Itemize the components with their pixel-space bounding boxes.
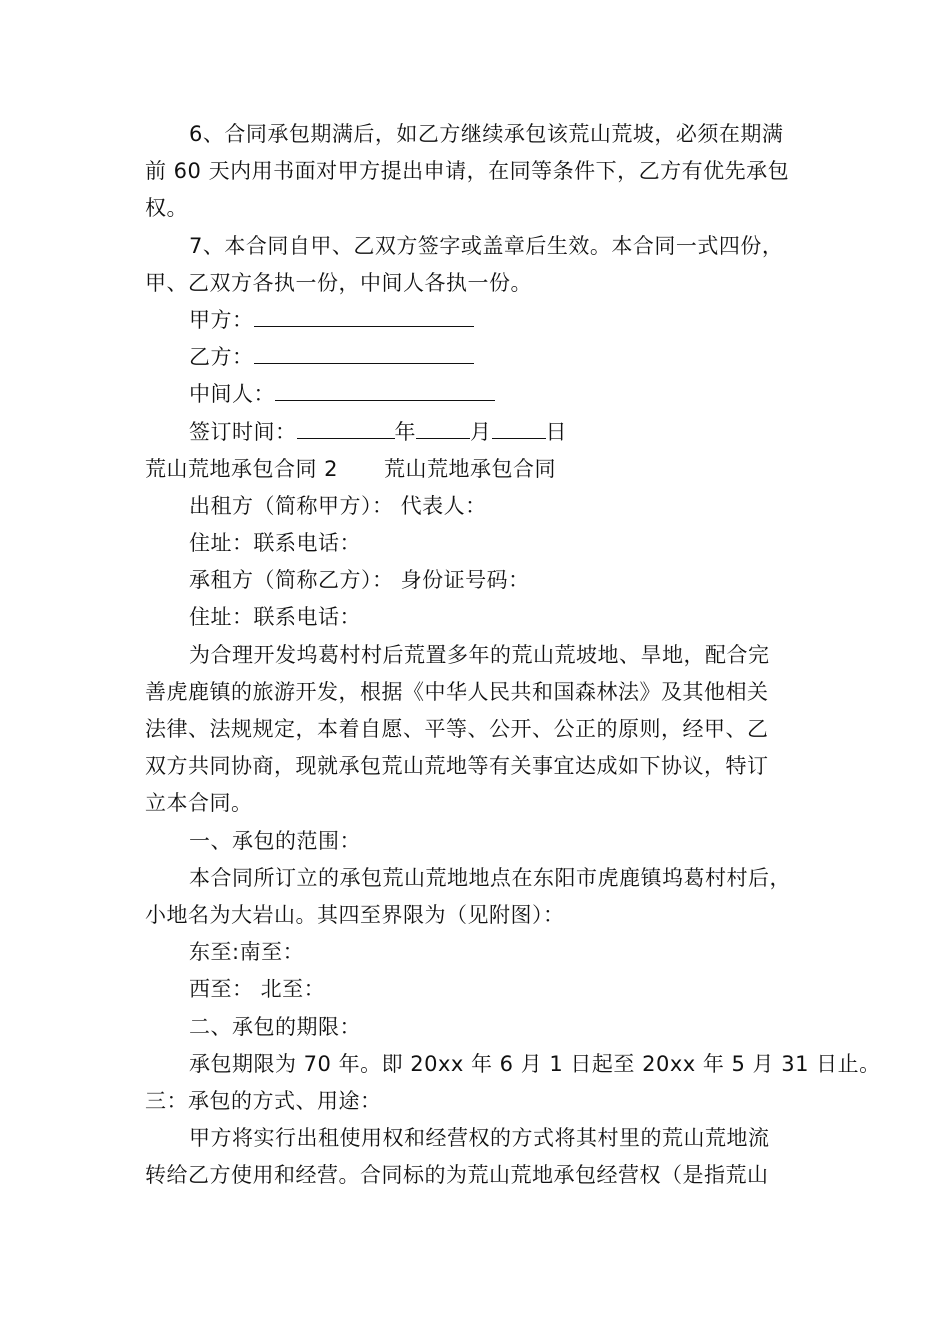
day-blank <box>492 414 546 439</box>
contract-2-heading-right: 荒山荒地承包合同 <box>384 456 557 481</box>
contract-2-heading-left: 荒山荒地承包合同 2 <box>145 456 339 481</box>
preamble-line-3: 法律、法规规定，本着自愿、平等、公开、公正的原则，经甲、乙 <box>145 717 769 741</box>
preamble-line-4: 双方共同协商，现就承包荒山荒地等有关事宜达成如下协议，特订 <box>145 754 769 779</box>
month-label: 月 <box>470 419 492 444</box>
signature-middleman <box>145 376 825 413</box>
year-label: 年 <box>394 419 416 444</box>
lessor-address-line: 住址：联系电话： <box>189 531 361 556</box>
year-blank <box>297 414 395 439</box>
signature-middleman-blank <box>275 376 495 401</box>
preamble-line-1: 为合理开发坞葛村村后荒置多年的荒山荒坡地、旱地，配合完 <box>189 642 770 667</box>
section-1-heading: 一、承包的范围： <box>189 828 361 853</box>
document-body <box>145 116 881 1194</box>
month-blank <box>416 414 470 439</box>
signature-party-b-label: 乙方： <box>189 345 254 370</box>
preamble-line-2: 善虎鹿镇的旅游开发，根据《中华人民共和国森林法》及其他相关 <box>145 679 769 704</box>
section-2-heading: 二、承包的期限： <box>189 1014 361 1039</box>
preamble-line-5: 立本合同。 <box>145 791 253 816</box>
signing-date-label: 签订时间： <box>189 419 297 444</box>
clause-6-line-3: 权。 <box>145 196 188 221</box>
clause-6-line-2: 前 60 天内用书面对甲方提出申请，在同等条件下，乙方有优先承包 <box>145 159 790 184</box>
signature-middleman-label: 中间人： <box>189 382 275 407</box>
signature-party-a-label: 甲方： <box>189 307 254 332</box>
lessee-line: 承租方（简称乙方）： 身份证号码： <box>189 568 530 593</box>
signature-party-b <box>145 339 825 376</box>
clause-7-line-2: 甲、乙双方各执一份，中间人各执一份。 <box>145 270 532 295</box>
contract-2-heading <box>145 451 825 488</box>
section-2-line-1: 承包期限为 70 年。即 20xx 年 6 月 1 日起至 20xx 年 5 月 31 日止。 <box>189 1051 881 1076</box>
signature-party-b-blank <box>254 339 474 364</box>
clause-7-line-1: 7、本合同自甲、乙双方签字或盖章后生效。本合同一式四份， <box>189 233 784 258</box>
boundary-east-south: 东至:南至： <box>189 940 305 965</box>
signature-party-a <box>145 302 825 339</box>
signature-party-a-blank <box>254 302 474 327</box>
section-3-heading: 三：承包的方式、用途： <box>145 1088 382 1113</box>
lessor-line: 出租方（简称甲方）： 代表人： <box>189 493 487 518</box>
section-3-line-1: 甲方将实行出租使用权和经营权的方式将其村里的荒山荒地流 <box>189 1126 770 1151</box>
section-1-line-2: 小地名为大岩山。其四至界限为（见附图）： <box>145 902 565 927</box>
section-3-line-2: 转给乙方使用和经营。合同标的为荒山荒地承包经营权（是指荒山 <box>145 1163 769 1188</box>
day-label: 日 <box>545 419 567 444</box>
clause-6-line-1: 6、合同承包期满后，如乙方继续承包该荒山荒坡，必须在期满 <box>189 122 784 146</box>
section-1-line-1: 本合同所订立的承包荒山荒地地点在东阳市虎鹿镇坞葛村村后， <box>189 865 791 890</box>
lessee-address-line: 住址：联系电话： <box>189 605 361 630</box>
signing-date <box>145 414 825 451</box>
boundary-west-north: 西至： 北至： <box>189 977 326 1002</box>
